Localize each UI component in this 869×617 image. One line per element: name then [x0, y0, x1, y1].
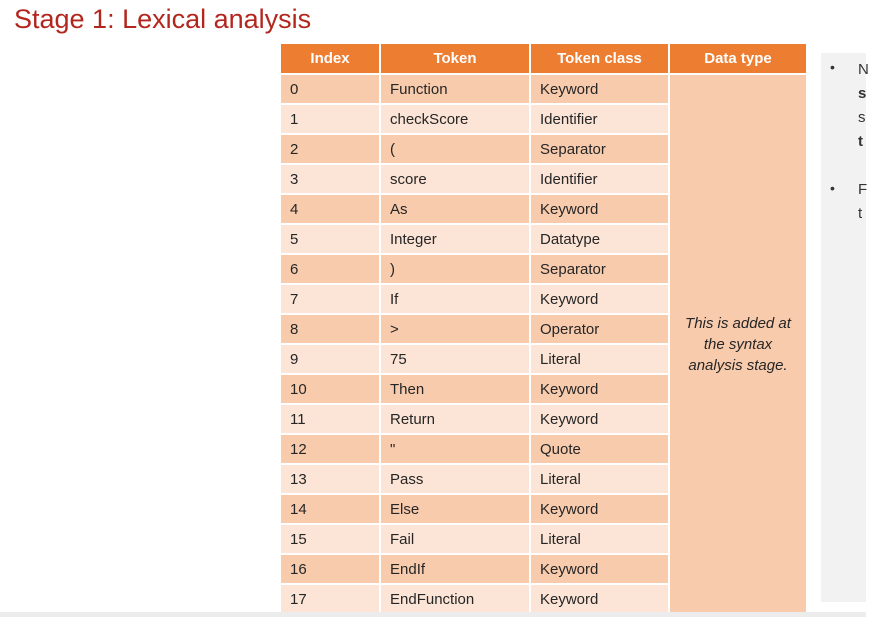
side-note-text: t	[858, 205, 863, 222]
side-notes-panel	[821, 53, 869, 602]
cell-token-class: Keyword	[530, 284, 669, 314]
cell-token-class: Operator	[530, 314, 669, 344]
cell-index: 14	[281, 494, 380, 524]
cell-token: EndIf	[380, 554, 530, 584]
cell-token-class: Separator	[530, 134, 669, 164]
side-note-text: F	[858, 181, 868, 198]
cell-index: 13	[281, 464, 380, 494]
side-bullet: •	[830, 59, 835, 75]
side-note-text: s	[858, 109, 866, 126]
cell-token: Else	[380, 494, 530, 524]
header-data-type: Data type	[669, 44, 807, 74]
cell-token: As	[380, 194, 530, 224]
cell-token-class: Datatype	[530, 224, 669, 254]
cell-token-class: Keyword	[530, 554, 669, 584]
cell-index: 8	[281, 314, 380, 344]
cell-index: 4	[281, 194, 380, 224]
cell-index: 7	[281, 284, 380, 314]
token-table	[281, 44, 808, 615]
cell-index: 17	[281, 584, 380, 614]
side-note-text: s	[858, 85, 867, 102]
cell-token-class: Keyword	[530, 374, 669, 404]
header-index: Index	[281, 44, 380, 74]
cell-index: 10	[281, 374, 380, 404]
cell-token-class: Keyword	[530, 74, 669, 104]
cell-token: Pass	[380, 464, 530, 494]
cell-token: (	[380, 134, 530, 164]
header-token-class: Token class	[530, 44, 669, 74]
cell-token-class: Identifier	[530, 164, 669, 194]
cell-index: 12	[281, 434, 380, 464]
cell-token-class: Keyword	[530, 404, 669, 434]
cell-index: 6	[281, 254, 380, 284]
cell-token: >	[380, 314, 530, 344]
cell-token-class: Identifier	[530, 104, 669, 134]
cell-token: Function	[380, 74, 530, 104]
cell-token-class: Quote	[530, 434, 669, 464]
cell-token: Then	[380, 374, 530, 404]
table-row	[281, 74, 807, 104]
cell-token: score	[380, 164, 530, 194]
cell-token: Fail	[380, 524, 530, 554]
data-type-note: This is added at the syntax analysis stage.	[669, 74, 807, 614]
cell-token-class: Keyword	[530, 494, 669, 524]
cell-token: Return	[380, 404, 530, 434]
header-token: Token	[380, 44, 530, 74]
cell-token: Integer	[380, 224, 530, 254]
table-header-row	[281, 44, 807, 74]
cell-token: )	[380, 254, 530, 284]
cell-index: 0	[281, 74, 380, 104]
cell-token: 75	[380, 344, 530, 374]
cell-token-class: Keyword	[530, 584, 669, 614]
cell-index: 2	[281, 134, 380, 164]
cell-token: If	[380, 284, 530, 314]
bottom-bar	[0, 612, 866, 617]
cell-index: 16	[281, 554, 380, 584]
cell-token-class: Literal	[530, 344, 669, 374]
cell-token: checkScore	[380, 104, 530, 134]
cell-token-class: Literal	[530, 464, 669, 494]
slide-title: Stage 1: Lexical analysis	[14, 4, 312, 34]
side-note-text: t	[858, 133, 863, 150]
cell-token-class: Keyword	[530, 194, 669, 224]
cell-index: 15	[281, 524, 380, 554]
cell-index: 5	[281, 224, 380, 254]
cell-token: EndFunction	[380, 584, 530, 614]
side-bullet: •	[830, 180, 835, 196]
cell-token-class: Literal	[530, 524, 669, 554]
cell-token: "	[380, 434, 530, 464]
cell-index: 9	[281, 344, 380, 374]
cell-index: 1	[281, 104, 380, 134]
cell-token-class: Separator	[530, 254, 669, 284]
cell-index: 3	[281, 164, 380, 194]
token-table-body	[281, 74, 807, 614]
cell-index: 11	[281, 404, 380, 434]
side-note-text: N	[858, 61, 869, 78]
